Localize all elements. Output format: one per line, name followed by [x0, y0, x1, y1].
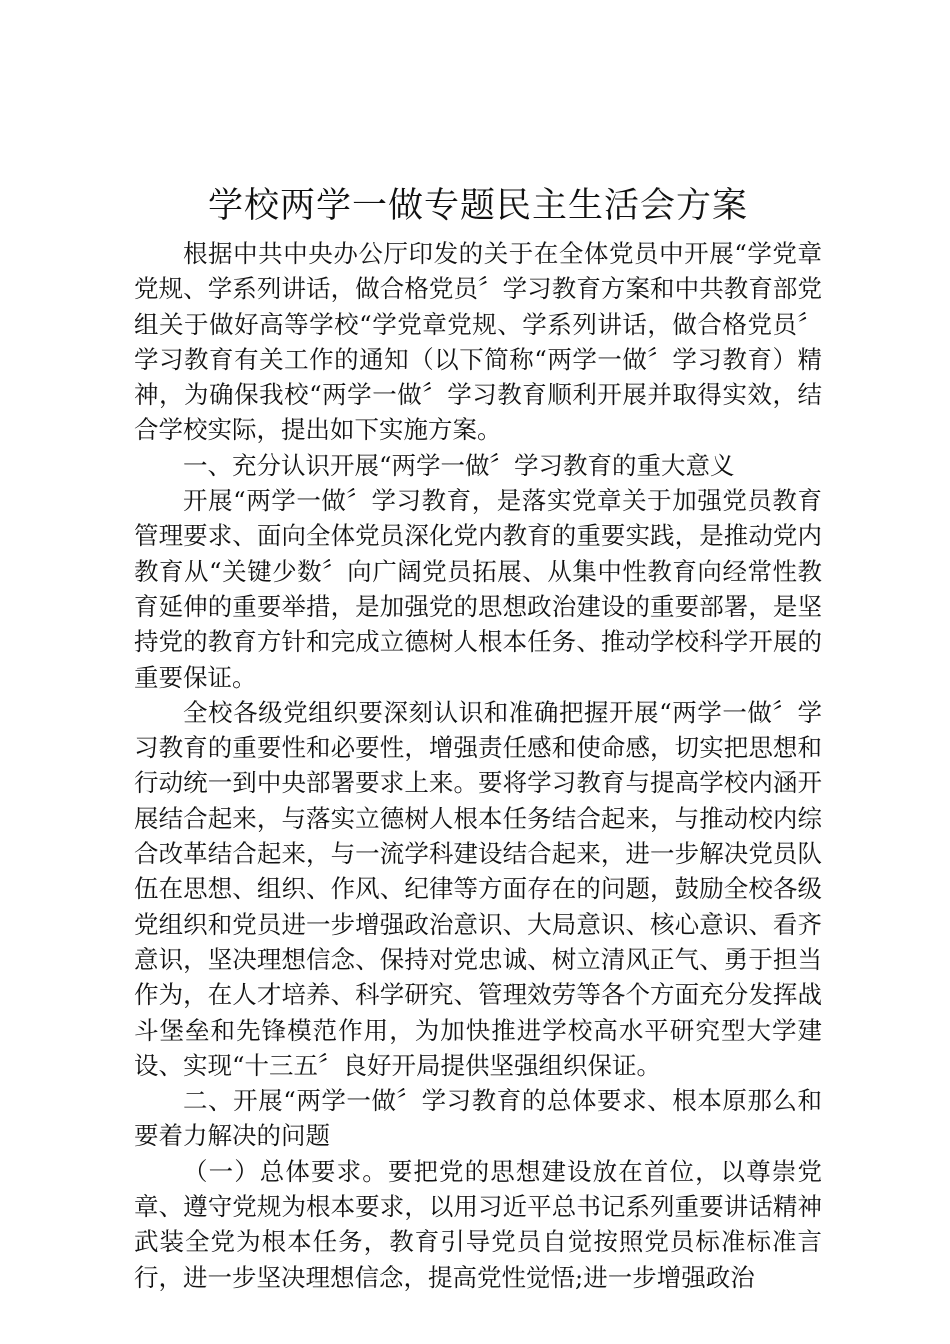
- section-heading-2: 二、开展“两学一做〞学习教育的总体要求、根本原那么和要着力解决的问题: [134, 1086, 822, 1151]
- section-heading-1: 一、充分认识开展“两学一做〞学习教育的重大意义: [183, 450, 735, 480]
- paragraph-significance: 开展“两学一做〞学习教育，是落实党章关于加强党员教育管理要求、面向全体党员深化党内教育的重要实践，是推动党内教育从“关键少数〞向广阔党员拓展、从集中性教育向经常性教育延伸的重要举措，是加强党的思想政治建设的重要部署，是坚持党的教育方针和完成立德树人根本任务、推动学校科学开展的重要保证。: [134, 486, 822, 692]
- paragraph-requirements: 全校各级党组织要深刻认识和准确把握开展“两学一做〞学习教育的重要性和必要性，增强责任感和使命感，切实把思想和行动统一到中央部署要求上来。要将学习教育与提高学校内涵开展结合起来，与落实立德树人根本任务结合起来，与推动校内综合改革结合起来，与一流学科建设结合起来，进一步解决党员队伍在思想、组织、作风、纪律等方面存在的问题，鼓励全校各级党组织和党员进一步增强政治意识、大局意识、核心意识、看齐意识，坚决理想信念、保持对党忠诚、树立清风正气、勇于担当作为，在人才培养、科学研究、管理效劳等各个方面充分发挥战斗堡垒和先锋模范作用，为加快推进学校高水平研究型大学建设、实现“十三五〞良好开局提供坚强组织保证。: [134, 697, 822, 1080]
- paragraph-intro: 根据中共中央办公厅印发的关于在全体党员中开展“学党章党规、学系列讲话，做合格党员〞学习教育方案和中共教育部党组关于做好高等学校“学党章党规、学系列讲话，做合格党员〞学习教育有关工作的通知（以下简称“两学一做〞学习教育）精神，为确保我校“两学一做〞学习教育顺利开展并取得实效，结合学校实际，提出如下实施方案。: [134, 239, 822, 445]
- document-title: 学校两学一做专题民主生活会方案: [207, 186, 748, 226]
- document-page: [134, 180, 822, 1295]
- paragraph-general-requirements: （一）总体要求。要把党的思想建设放在首位，以尊崇党章、遵守党规为根本要求，以用习近平总书记系列重要讲话精神武装全党为根本任务，教育引导党员自觉按照党员标准标准言行，进一步坚决理想信念，提高党性觉悟;进一步增强政治: [134, 1156, 822, 1292]
